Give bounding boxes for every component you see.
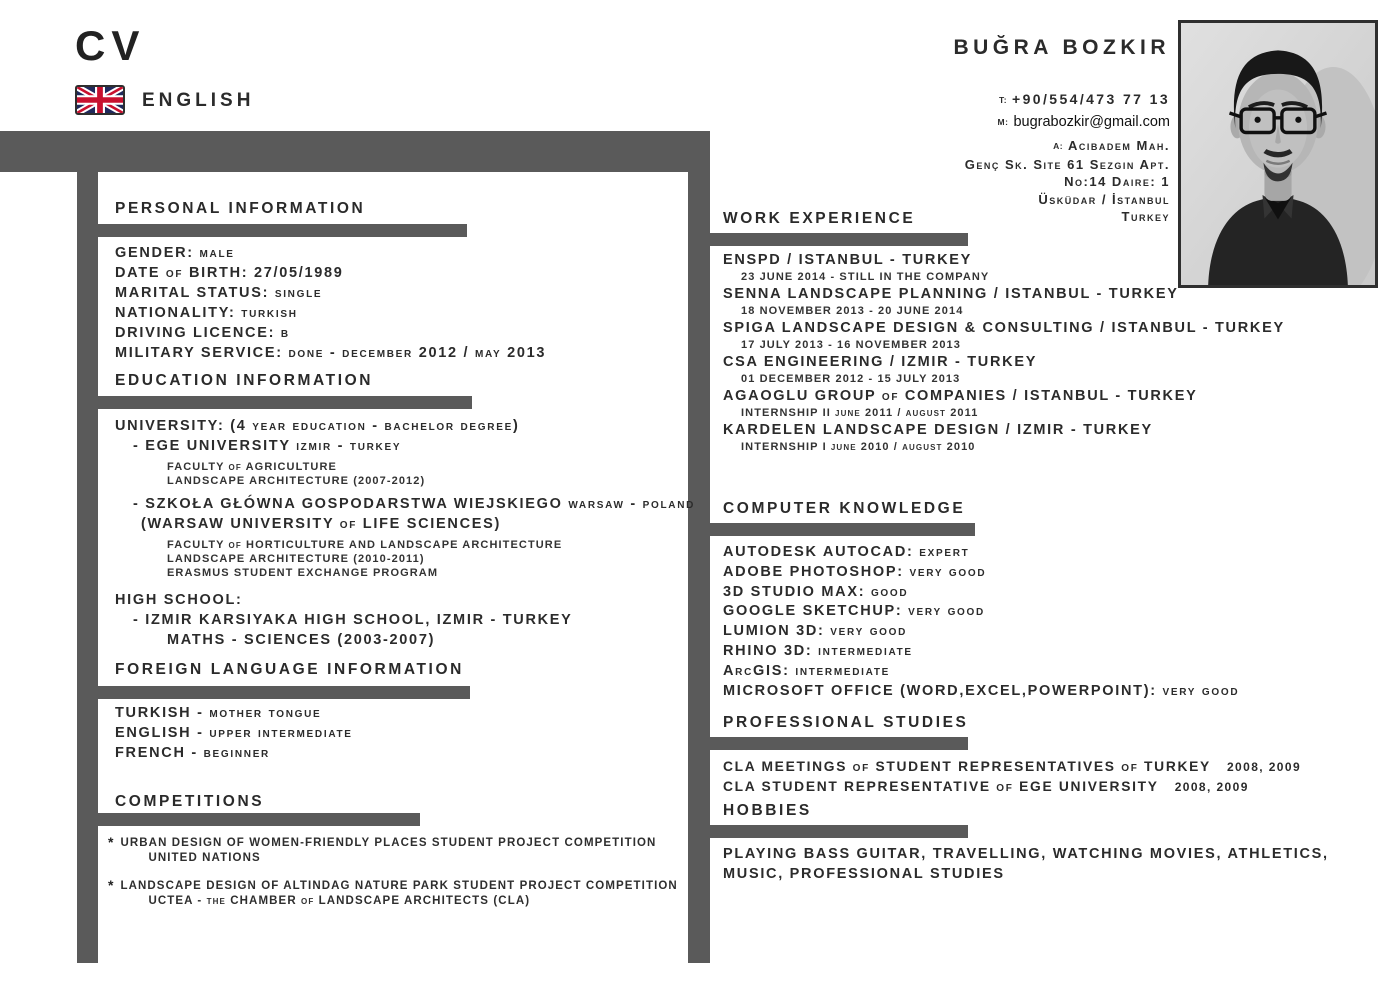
address-line <box>965 137 1170 156</box>
address-line: Üsküdar / İstanbul <box>1038 191 1170 207</box>
personal-info-item: NATIONALITY: turkish <box>115 305 298 321</box>
company-name: SPIGA LANDSCAPE DESIGN & CONSULTING / ISTANBUL - TURKEY <box>723 320 1285 336</box>
professional-study-item <box>723 757 1301 777</box>
competition-text <box>120 879 677 909</box>
computer-skill-item: RHINO 3D: intermediate <box>723 642 913 659</box>
education-school-detail: LANDSCAPE ARCHITECTURE (2010-2011) <box>167 553 425 565</box>
language-item: FRENCH - beginner <box>115 745 270 761</box>
hobbies-text: PLAYING BASS GUITAR, TRAVELLING, WATCHING MOVIES, ATHLETICS, MUSIC, PROFESSIONAL STUDIES <box>723 846 1329 882</box>
address-label: A: <box>1053 141 1064 151</box>
work-experience-list <box>723 251 1285 455</box>
section-title-hobbies: HOBBIES <box>723 802 812 819</box>
work-period: INTERNSHIP II june 2011 / august 2011 <box>741 407 979 419</box>
section-title-education-information: EDUCATION INFORMATION <box>115 372 374 389</box>
work-entry <box>723 251 1285 285</box>
education-highschool-name: - IZMIR KARSIYAKA HIGH SCHOOL, IZMIR - TURKEY <box>133 612 573 628</box>
language-item: ENGLISH - upper intermediate <box>115 725 353 741</box>
computer-skill-item: ADOBE PHOTOSHOP: very good <box>723 563 987 580</box>
email-label: M: <box>997 116 1009 127</box>
education-university-heading: UNIVERSITY: (4 year education - bachelor degree) <box>115 418 520 434</box>
section-title-personal-information: PERSONAL INFORMATION <box>115 200 366 217</box>
education-school-detail: FACULTY of AGRICULTURE <box>167 461 337 473</box>
section-title-work-experience: WORK EXPERIENCE <box>723 210 916 227</box>
top-bar-divider <box>0 131 710 172</box>
education-highschool-heading: HIGH SCHOOL: <box>115 592 243 608</box>
section-title-foreign-language: FOREIGN LANGUAGE INFORMATION <box>115 661 464 678</box>
education-school-detail: LANDSCAPE ARCHITECTURE (2007-2012) <box>167 475 426 487</box>
portrait-graphic <box>1181 23 1375 285</box>
address-line: Turkey <box>1121 209 1170 224</box>
education-school-name: - SZKOŁA GŁÓWNA GOSPODARSTWA WIEJSKIEGO warsaw - poland <box>133 496 696 512</box>
work-entry <box>723 387 1285 421</box>
contact-block <box>965 91 1170 226</box>
company-name: CSA ENGINEERING / IZMIR - TURKEY <box>723 354 1038 370</box>
address-line: No:14 Daire: 1 <box>1064 174 1170 189</box>
section-title-competitions: COMPETITIONS <box>115 793 265 810</box>
section-underline-language <box>77 686 470 699</box>
work-entry <box>723 421 1285 455</box>
section-underline-competitions <box>77 813 420 826</box>
education-list <box>115 416 695 650</box>
page-title: CV <box>75 22 146 69</box>
computer-skill-item: GOOGLE SKETCHUP: very good <box>723 603 985 620</box>
education-school-name: - EGE UNIVERSITY izmir - turkey <box>133 438 402 454</box>
phone-number: +90/554/473 77 13 <box>1012 91 1170 107</box>
work-entry <box>723 319 1285 353</box>
uk-flag-graphic <box>77 87 123 113</box>
personal-info-item: DRIVING LICENCE: b <box>115 325 290 341</box>
work-period: 18 NOVEMBER 2013 - 20 JUNE 2014 <box>741 305 964 317</box>
competition-title: LANDSCAPE DESIGN OF ALTINDAG NATURE PARK STUDENT PROJECT COMPETITION <box>120 880 678 892</box>
competition-title: URBAN DESIGN OF WOMEN-FRIENDLY PLACES STUDENT PROJECT COMPETITION <box>120 837 657 849</box>
computer-skill-list <box>723 543 1239 701</box>
work-period: 01 DECEMBER 2012 - 15 JULY 2013 <box>741 373 961 385</box>
email-line <box>965 113 1170 132</box>
study-text: CLA STUDENT REPRESENTATIVE of EGE UNIVERSITY <box>723 779 1159 794</box>
address-text: Acibadem Mah. <box>1068 138 1170 153</box>
work-period: 17 JULY 2013 - 16 NOVEMBER 2013 <box>741 339 961 351</box>
section-underline-computer <box>688 523 975 536</box>
section-title-professional-studies: PROFESSIONAL STUDIES <box>723 714 969 731</box>
language-list <box>115 703 353 763</box>
personal-info-item: MILITARY SERVICE: done - december 2012 / may 2013 <box>115 345 547 361</box>
company-name: ENSPD / ISTANBUL - TURKEY <box>723 252 973 268</box>
phone-label: T: <box>998 95 1008 105</box>
computer-skill-item: ArcGIS: intermediate <box>723 662 891 679</box>
section-underline-personal <box>77 224 467 237</box>
work-entry <box>723 285 1285 319</box>
study-years: 2008, 2009 <box>1226 760 1302 774</box>
company-name: AGAOGLU GROUP of COMPANIES / ISTANBUL - TURKEY <box>723 388 1198 404</box>
study-years: 2008, 2009 <box>1174 780 1249 794</box>
phone-line <box>965 91 1170 110</box>
contact-name: BUĞRA BOZKIR <box>953 36 1170 59</box>
competition-item <box>108 836 678 866</box>
personal-info-list <box>115 243 546 363</box>
education-highschool-detail: MATHS - SCIENCES (2003-2007) <box>167 632 436 648</box>
professional-studies-list <box>723 757 1301 797</box>
competition-bullet: * <box>108 877 114 893</box>
section-underline-work <box>688 233 968 246</box>
professional-study-item <box>723 777 1301 797</box>
section-underline-education <box>77 396 472 409</box>
company-name: KARDELEN LANDSCAPE DESIGN / IZMIR - TURKEY <box>723 422 1153 438</box>
education-school-detail: FACULTY of HORTICULTURE AND LANDSCAPE ARCHITECTURE <box>167 539 563 551</box>
education-school-subtitle: (WARSAW UNIVERSITY of LIFE SCIENCES) <box>141 516 502 532</box>
section-title-computer-knowledge: COMPUTER KNOWLEDGE <box>723 500 966 517</box>
left-column-spine <box>77 131 98 963</box>
address-line: Genç Sk. Site 61 Sezgin Apt. <box>964 156 1170 172</box>
competition-item <box>108 879 678 909</box>
language-item: TURKISH - mother tongue <box>115 705 322 721</box>
study-text: CLA MEETINGS of STUDENT REPRESENTATIVES of TURKEY <box>723 759 1211 774</box>
personal-info-item: DATE of BIRTH: 27/05/1989 <box>115 265 344 281</box>
competition-organizer: UNITED NATIONS <box>148 852 261 864</box>
portrait-photo <box>1178 20 1378 288</box>
computer-skill-item: LUMION 3D: very good <box>723 623 908 640</box>
work-entry <box>723 353 1285 387</box>
section-underline-professional <box>688 737 968 750</box>
work-period: 23 JUNE 2014 - STILL IN THE COMPANY <box>741 271 990 283</box>
competition-bullet: * <box>108 834 114 850</box>
computer-skill-item: AUTODESK AUTOCAD: expert <box>723 544 970 560</box>
computer-skill-item: MICROSOFT OFFICE (WORD,EXCEL,POWERPOINT): very good <box>723 682 1240 699</box>
language-label: ENGLISH <box>142 90 255 111</box>
work-period: INTERNSHIP I june 2010 / august 2010 <box>741 441 976 453</box>
competition-text <box>120 836 656 866</box>
competition-organizer: UCTEA - the CHAMBER of LANDSCAPE ARCHITECTS (CLA) <box>148 895 531 907</box>
computer-skill-item: 3D STUDIO MAX: good <box>723 583 909 600</box>
email-address: bugrabozkir@gmail.com <box>1013 113 1170 130</box>
competitions-list <box>108 836 678 922</box>
uk-flag-icon <box>75 85 125 115</box>
company-name: SENNA LANDSCAPE PLANNING / ISTANBUL - TURKEY <box>723 286 1179 302</box>
personal-info-item: GENDER: male <box>115 245 235 261</box>
education-school-detail: ERASMUS STUDENT EXCHANGE PROGRAM <box>167 567 439 579</box>
section-underline-hobbies <box>688 825 968 838</box>
personal-info-item: MARITAL STATUS: single <box>115 285 323 301</box>
